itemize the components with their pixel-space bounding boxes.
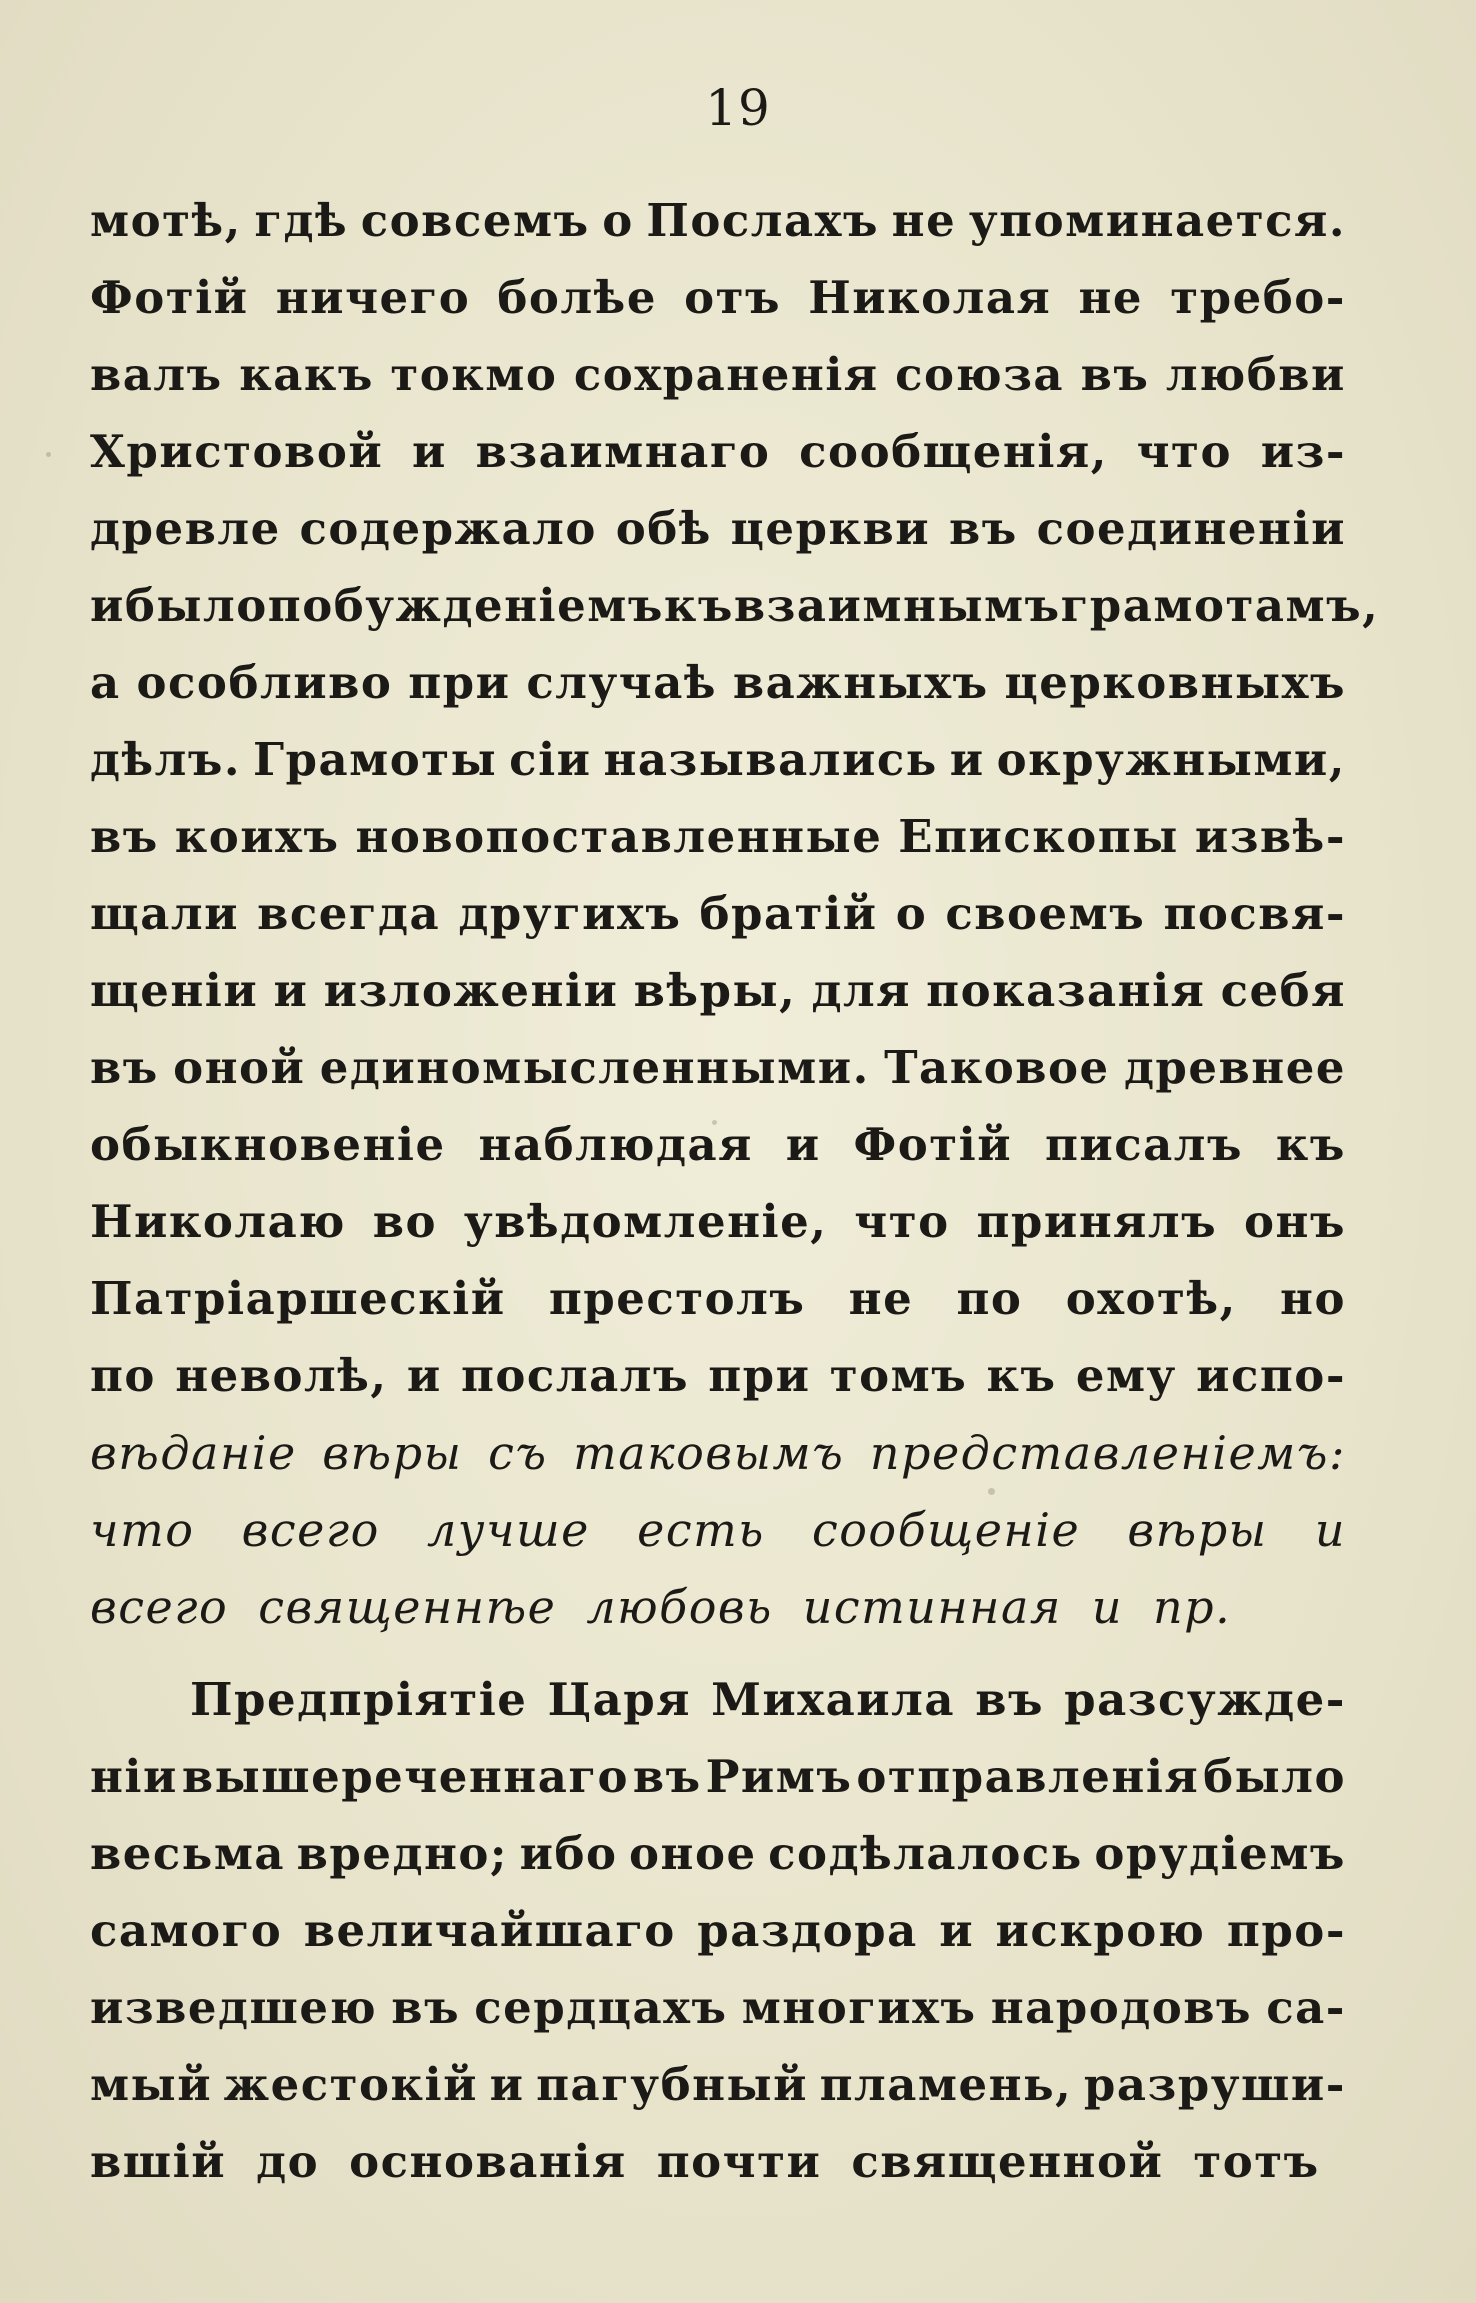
text-line: Фотій ничего болѣе отъ Николая не требо- [90,271,1346,324]
paragraph-gap [90,1645,1346,1661]
text-line: весьма вредно; ибо оное содѣлалось орудіемъ [90,1827,1346,1880]
text-line: самого величайшаго раздора и искрою про- [90,1904,1346,1957]
text-line: ніи вышереченнаго въ Римъ отправленія было [90,1750,1346,1803]
paper-spot [46,452,51,457]
body-text [90,182,1380,2200]
text-line: Патріаршескій престолъ не по охотѣ, но [90,1272,1346,1325]
text-line: мотѣ, гдѣ совсемъ о Послахъ не упоминается. [90,194,1346,247]
text-line: валъ какъ токмо сохраненія союза въ любви [90,348,1346,401]
text-line: всего священнѣе любовь истинная и пр. [90,1579,1232,1634]
text-line: вшій до основанія почти священной тотъ [90,2135,1320,2188]
text-line: щеніи и изложеніи вѣры, для показанія себя [90,964,1346,1017]
text-line: а особливо при случаѣ важныхъ церковныхъ [90,656,1346,709]
text-line: изведшею въ сердцахъ многихъ народовъ са- [90,1981,1346,2034]
paragraph [90,182,1380,1645]
text-line: дѣлъ. Грамоты сіи назывались и окружными, [90,733,1346,786]
text-line: вѣданіе вѣры съ таковымъ представленіемъ: [90,1425,1346,1480]
paragraph [90,1661,1346,2200]
text-line: что всего лучше есть сообщеніе вѣры и [90,1502,1346,1557]
text-line: въ оной единомысленными. Таковое древнее [90,1041,1346,1094]
text-line: Предпріятіе Царя Михаила въ разсужде- [190,1673,1346,1726]
text-line: Николаю во увѣдомленіе, что принялъ онъ [90,1195,1346,1248]
text-line: мый жестокій и пагубный пламень, разруши- [90,2058,1346,2111]
text-line: щали всегда другихъ братій о своемъ посвя- [90,887,1346,940]
text-line: и было побужденіемъ къ взаимнымъ грамотамъ, [90,579,1380,632]
text-line: обыкновеніе наблюдая и Фотій писалъ къ [90,1118,1346,1171]
page-number: 19 [705,79,771,137]
text-line: Христовой и взаимнаго сообщенія, что из- [90,425,1346,478]
text-line: по неволѣ, и послалъ при томъ къ ему испо- [90,1349,1346,1402]
text-line: въ коихъ новопоставленные Епископы извѣ- [90,810,1346,863]
text-line: древле содержало обѣ церкви въ соединеніи [90,502,1346,555]
